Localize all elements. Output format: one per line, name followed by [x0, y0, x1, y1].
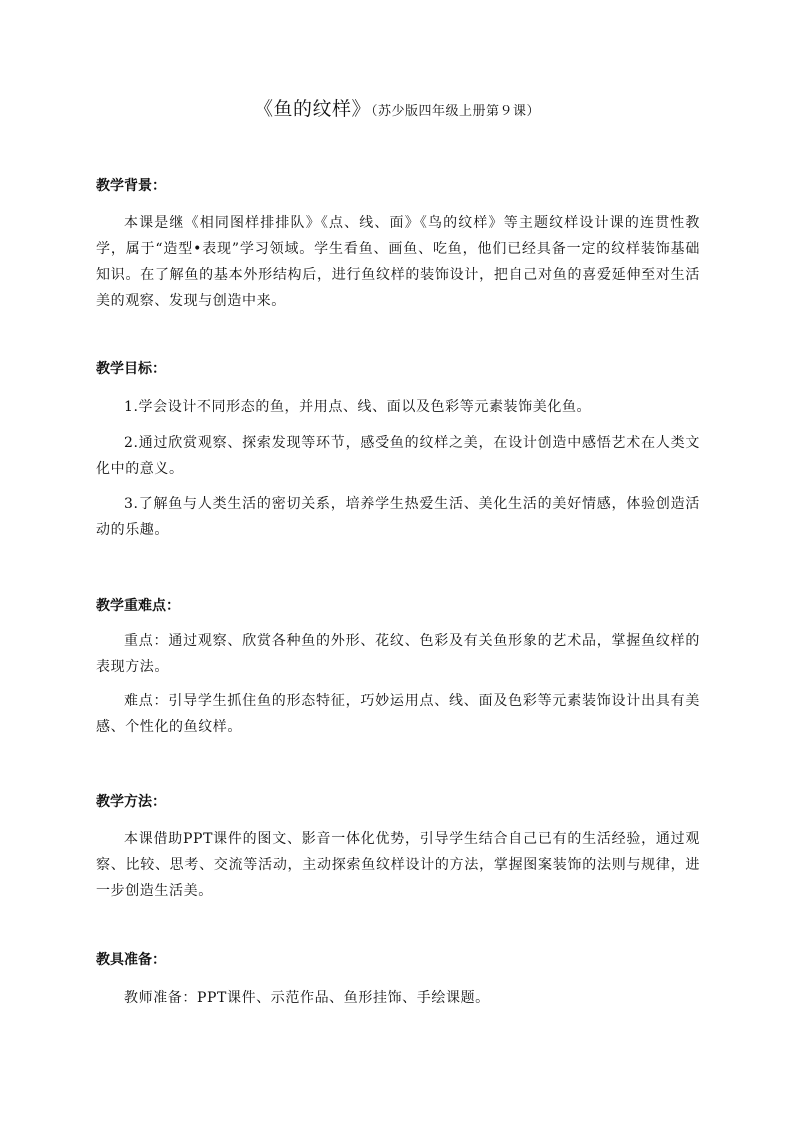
section-heading-methods: 教学方法： — [96, 794, 166, 810]
objective-item-2: 2.通过欣赏观察、探索发现等环节，感受鱼的纹样之美，在设计创造中感悟艺术在人类文化中的意义。 — [96, 435, 700, 477]
section-heading-objectives: 教学目标： — [96, 361, 166, 377]
objective-item-3: 3.了解鱼与人类生活的密切关系，培养学生热爱生活、美化生活的美好情感，体验创造活动的乐趣。 — [96, 496, 700, 538]
title-main: 《鱼的纹样》 — [253, 98, 371, 120]
difficult-point-paragraph: 难点：引导学生抓住鱼的形态特征，巧妙运用点、线、面及色彩等元素装饰设计出具有美感、个性化的鱼纹样。 — [96, 693, 700, 735]
background-paragraph: 本课是继《相同图样排排队》《点、线、面》《鸟的纹样》等主题纹样设计课的连贯性教学，属于“造型•表现”学习领域。学生看鱼、画鱼、吃鱼，他们已经具备一定的纹样装饰基础知识。在了解鱼的基本外形结构后，进行鱼纹样的装饰设计，把自己对鱼的喜爱延伸至对生活美的观察、发现与创造中来。 — [96, 215, 700, 309]
section-heading-materials: 教具准备： — [96, 952, 166, 968]
methods-paragraph: 本课借助PPT课件的图文、影音一体化优势，引导学生结合自己已有的生活经验，通过观察、比较、思考、交流等活动，主动探索鱼纹样设计的方法，掌握图案装饰的法则与规律，进一步创造生活美。 — [96, 831, 700, 899]
objective-item-1: 1.学会设计不同形态的鱼，并用点、线、面以及色彩等元素装饰美化鱼。 — [124, 399, 592, 415]
title-subtitle: （苏少版四年级上册第９课） — [371, 104, 541, 119]
document-title — [0, 97, 794, 124]
section-heading-background: 教学背景： — [96, 178, 166, 194]
key-point-paragraph: 重点：通过观察、欣赏各种鱼的外形、花纹、色彩及有关鱼形象的艺术品，掌握鱼纹样的表现方法。 — [96, 633, 700, 675]
materials-paragraph: 教师准备：PPT课件、示范作品、鱼形挂饰、手绘课题。 — [124, 990, 490, 1006]
section-heading-key-points: 教学重难点： — [96, 598, 180, 614]
